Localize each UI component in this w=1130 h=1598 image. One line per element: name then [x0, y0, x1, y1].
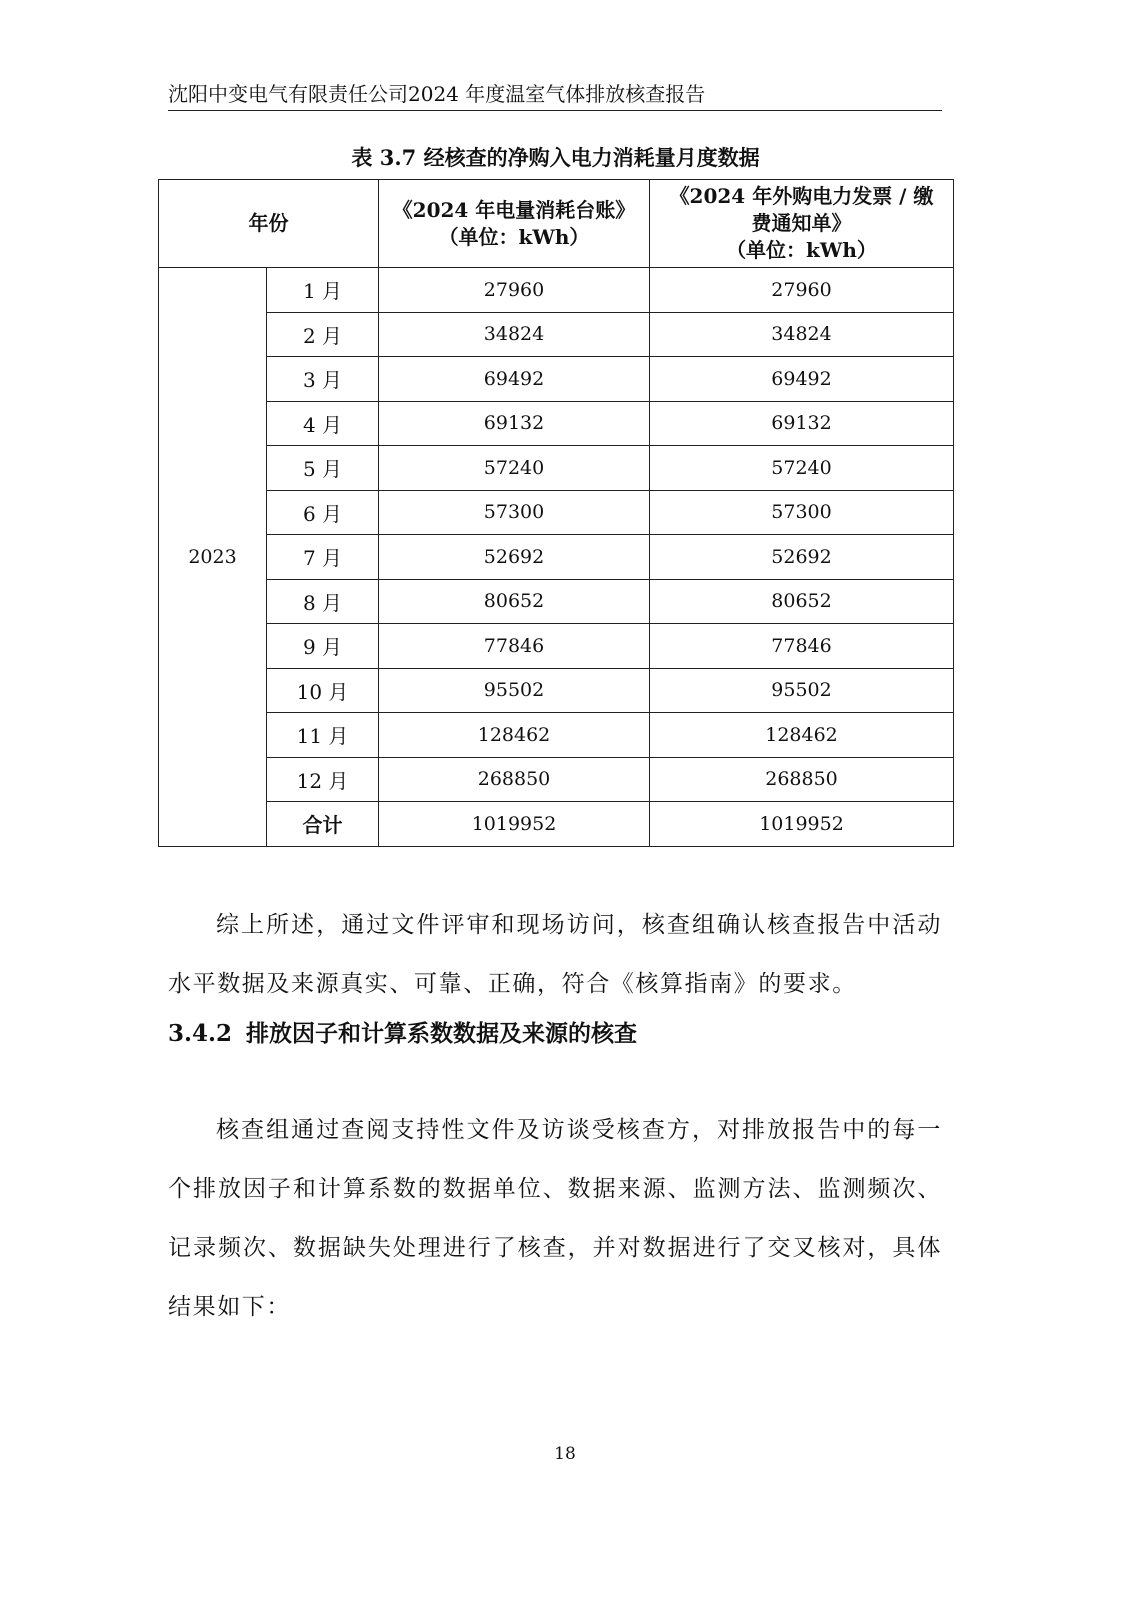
header-title: 沈阳中变电气有限责任公司2024 年度温室气体排放核查报告: [168, 82, 706, 106]
total-invoice: 1019952: [650, 802, 954, 847]
ledger-cell: 69492: [379, 357, 650, 402]
table-row: [159, 490, 954, 535]
table-row: [159, 535, 954, 580]
ledger-cell: 57240: [379, 446, 650, 491]
invoice-cell: 128462: [650, 713, 954, 758]
year-cell: 2023: [159, 268, 267, 847]
table-row: [159, 312, 954, 357]
section-heading: [168, 1010, 637, 1058]
summary-paragraph: 综上所述，通过文件评审和现场访问，核查组确认核查报告中活动水平数据及来源真实、可靠、正确，符合《核算指南》的要求。: [168, 912, 942, 997]
invoice-cell: 57300: [650, 490, 954, 535]
invoice-cell: 95502: [650, 668, 954, 713]
ledger-cell: 268850: [379, 757, 650, 802]
invoice-cell: 57240: [650, 446, 954, 491]
ledger-cell: 77846: [379, 624, 650, 669]
month-cell: 6 月: [267, 490, 379, 535]
invoice-cell: 77846: [650, 624, 954, 669]
month-cell: 10 月: [267, 668, 379, 713]
body-paragraph: 核查组通过查阅支持性文件及访谈受核查方，对排放报告中的每一个排放因子和计算系数的数据单位、数据来源、监测方法、监测频次、记录频次、数据缺失处理进行了核查，并对数据进行了交叉核对，具体结果如下：: [168, 1117, 942, 1320]
invoice-cell: 69132: [650, 401, 954, 446]
ledger-cell: 34824: [379, 312, 650, 357]
table-row: [159, 357, 954, 402]
table-row: [159, 624, 954, 669]
month-cell: 3 月: [267, 357, 379, 402]
table-caption: 表 3.7 经核查的净购入电力消耗量月度数据: [351, 145, 760, 170]
ledger-cell: 95502: [379, 668, 650, 713]
ledger-cell: 69132: [379, 401, 650, 446]
table-row: [159, 268, 954, 313]
month-cell: 11 月: [267, 713, 379, 758]
section-number: 3.4.2: [168, 1020, 233, 1047]
total-row: [159, 802, 954, 847]
ledger-cell: 128462: [379, 713, 650, 758]
total-ledger: 1019952: [379, 802, 650, 847]
ledger-cell: 57300: [379, 490, 650, 535]
invoice-cell: 34824: [650, 312, 954, 357]
table-row: [159, 401, 954, 446]
ledger-cell: 52692: [379, 535, 650, 580]
invoice-cell: 52692: [650, 535, 954, 580]
table-row: [159, 668, 954, 713]
month-cell: 5 月: [267, 446, 379, 491]
ledger-cell: 27960: [379, 268, 650, 313]
electricity-table: [158, 179, 954, 847]
col-header-year: 年份: [159, 180, 379, 268]
month-cell: 8 月: [267, 579, 379, 624]
month-cell: 7 月: [267, 535, 379, 580]
section-title: 排放因子和计算系数数据及来源的核查: [246, 1020, 638, 1047]
invoice-cell: 69492: [650, 357, 954, 402]
invoice-cell: 268850: [650, 757, 954, 802]
table-row: [159, 579, 954, 624]
col-header-invoice: 《2024 年外购电力发票 / 缴 费通知单》 （单位：kWh）: [650, 180, 954, 268]
month-cell: 1 月: [267, 268, 379, 313]
table-row: [159, 757, 954, 802]
col-header-ledger: 《2024 年电量消耗台账》 （单位：kWh）: [379, 180, 650, 268]
month-cell: 4 月: [267, 401, 379, 446]
month-cell: 2 月: [267, 312, 379, 357]
page-number: 18: [554, 1444, 576, 1464]
month-cell: 9 月: [267, 624, 379, 669]
table-header-row: [159, 180, 954, 268]
month-cell: 12 月: [267, 757, 379, 802]
page-header: [168, 80, 942, 111]
invoice-cell: 27960: [650, 268, 954, 313]
invoice-cell: 80652: [650, 579, 954, 624]
table-row: [159, 713, 954, 758]
total-label: 合计: [267, 802, 379, 847]
table-row: [159, 446, 954, 491]
ledger-cell: 80652: [379, 579, 650, 624]
